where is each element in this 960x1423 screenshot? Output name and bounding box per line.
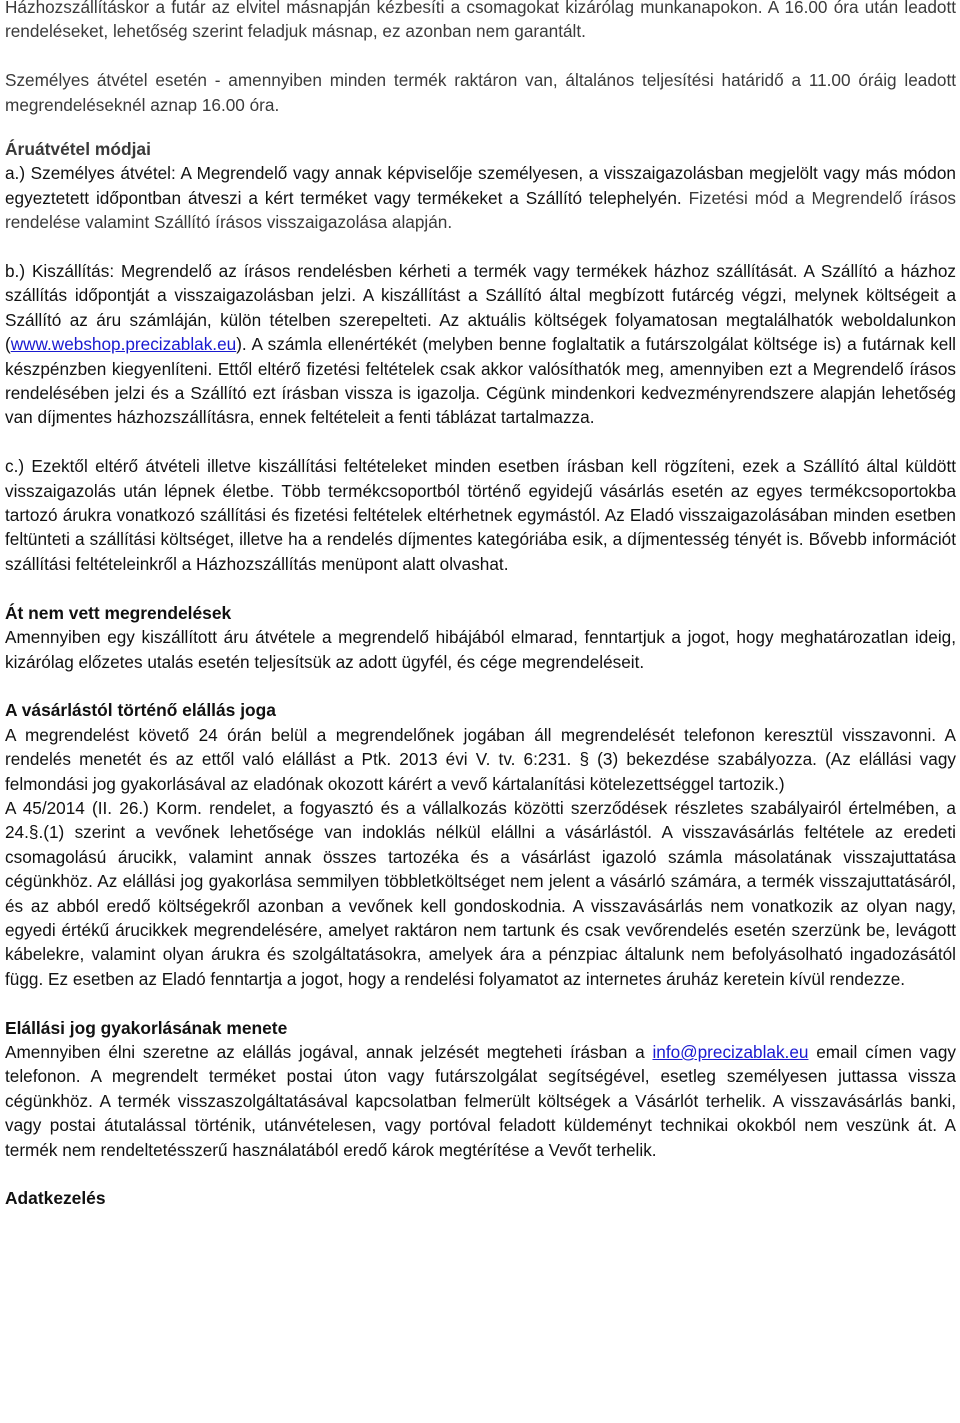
elallas-heading: A vásárlástól történő elállás joga: [5, 700, 276, 721]
option-b-text-start: b.) Kiszállítás: Megrendelő az írásos rendelésben kérheti a termék vagy termékek házhoz szállítását. A Szállító a házhoz szállítás időpontját a visszaigazolásban jelzi. A kiszállítást a Szállító által megbízott futárcég végzi, melynek költségeit a Szállító az áru számláján, külön tételben szerepelteti. Az aktuális költségek folyamatosan megtalálhatók weboldalunkon (: [5, 261, 956, 355]
elallasi-menete-text-end: email címen vagy telefonon. A megrendelt terméket postai úton vagy futárszolgálat segítségével, esetleg személyesen juttassa vissza cégünkhöz. A termék visszaszolgáltatásával kapcsolatban felmerült költségek a Vásárlót terhelik. A visszavásárlás banki, vagy postai átutalással történik, utánvételesen, vagy portóval feladott küldeményt technikai okokból nem veszünk át. A termék nem rendeltetésszerű használatából eredő károk megtérítése a Vevőt terhelik.: [5, 1041, 956, 1160]
option-b-paragraph: [5, 259, 956, 430]
aruatvetel-heading: Áruátvétel módjai: [5, 139, 151, 160]
adatkezeles-heading: Adatkezelés: [5, 1188, 106, 1209]
option-b-text-end: ). A számla ellenértékét (melyben benne foglaltatik a futárszolgálat költsége is) a futárnak kell készpénzben kiegyenlíteni. Ettől eltérő fizetési feltételek csak akkor valósíthatók meg, amennyiben ezt a Megrendelő írásos rendelésében jelzi és a Szállító ezt írásban vissza is igazolja. Cégünk mindenkori kedvezményrendszere alapján lehetőség van díjmentes házhozszállításra, ennek feltételeit a fenti táblázat tartalmazza.: [5, 334, 956, 428]
at-nem-vett-paragraph: Amennyiben egy kiszállított áru átvétele a megrendelő hibájából elmarad, fenntartjuk a jogot, hogy meghatározatlan ideig, kizárólag előzetes utalás esetén teljesítsük az adott ügyfél, és cége megrendeléseit.: [5, 627, 956, 672]
at-nem-vett-heading: Át nem vett megrendelések: [5, 602, 232, 623]
delivery-timing-paragraph: Házhozszállításkor a futár az elvitel másnapján kézbesíti a csomagokat kizárólag munkanapokon. A 16.00 óra után leadott rendeléseket, lehetőség szerint feladjuk másnap, ez azonban nem garantált.: [5, 0, 956, 42]
option-a-payment-text: Fizetési mód a Megrendelő írásos rendelése valamint Szállító írásos visszaigazolása alapján.: [5, 187, 956, 233]
option-a-paragraph: [5, 161, 956, 234]
elallas-paragraph-1: A megrendelést követő 24 órán belül a megrendelőnek jogában áll megrendelését telefonon keresztül visszavonni. A rendelés menetét és az ettől való elállást a Ptk. 2013 évi V. tv. 6:231. § (3) bekezdése szabályozza. (Az elállási vagy felmondási jog gyakorlásával az eladónak okozott kárért a vevő kártalanítási kötelezettséggel tartozik.): [5, 724, 956, 794]
option-a-text: a.) Személyes átvétel: A Megrendelő vagy annak képviselője személyesen, a visszaigazolásban megjelölt vagy más módon egyeztetett időpontban átveszi a kért terméket vagy termékeket a Szállító telephelyén.: [5, 163, 956, 208]
option-c-paragraph: c.) Ezektől eltérő átvételi illetve kiszállítási feltételeket minden esetben írásban kell rögzíteni, ezek a Szállító által küldött visszaigazolás után lépnek életbe. Több termékcsoportból történő egyidejű vásárlás esetén az egyes termékcsoportokba tartozó árukra vonatkozó szállítási és fizetési feltételek eltérhetnek egymástól. Az Eladó visszaigazolásában minden esetben feltünteti a szállítási költséget, illetve ha a rendelés díjmentes kategóriába esik, a díjmentesség tényét is. Bővebb információt szállítási feltételeinkről a Házhozszállítás menüpont alatt olvashat.: [5, 456, 956, 574]
contact-email-link[interactable]: info@precizablak.eu: [652, 1041, 809, 1062]
elallasi-menete-paragraph: [5, 1040, 956, 1162]
elallasi-menete-text-start: Amennyiben élni szeretne az elállás jogával, annak jelzését megteheti írásban a: [5, 1041, 653, 1062]
elallasi-menete-heading: Elállási jog gyakorlásának menete: [5, 1017, 288, 1038]
personal-pickup-deadline-paragraph: Személyes átvétel esetén - amennyiben minden termék raktáron van, általános teljesítési határidő a 11.00 óráig leadott megrendeléseknél aznap 16.00 óra.: [5, 70, 956, 115]
webshop-link[interactable]: www.webshop.precizablak.eu: [10, 334, 237, 355]
elallas-paragraph-2: A 45/2014 (II. 26.) Korm. rendelet, a fogyasztó és a vállalkozás közötti szerződések részletes szabályairól értelmében, a 24.§.(1) szerint a vevőnek lehetősége van indoklás nélkül elállni a vásárlástól. A visszavásárlás feltétele az eredeti csomagolású árucikk, valamint annak összes tartozéka és a vásárlást igazoló számla másolatának visszajuttatása cégünkhöz. Az elállási jog gyakorlása semmilyen többletköltséget nem jelent a vásárló számára, a termék visszajuttatásáról, és az abból eredő költségekről azonban a vevőnek kell gondoskodnia. A visszavásárlás nem vonatkozik az olyan nagy, egyedi értékű árucikkek megrendelésére, amelyet raktáron nem tartunk és csak vevőrendelés esetén szerzünk be, levágott kábelekre, valamint olyan árukra és szolgáltatásokra, amelyek ára a pénzpiac általunk nem befolyásolható ingadozásától függ. Ez esetben az Eladó fenntartja a jogot, hogy a rendelési folyamatot az internetes áruház keretein kívül rendezze.: [5, 797, 956, 989]
